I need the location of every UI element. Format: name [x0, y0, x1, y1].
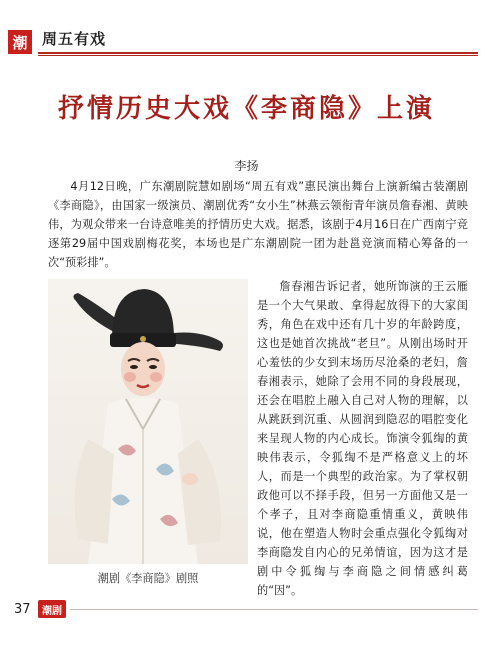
- article-title: 抒情历史大戏《李商隐》上演: [57, 94, 435, 124]
- header-divider-thin: [38, 55, 478, 56]
- article-paragraph-2: 詹春湘告诉记者，她所饰演的王云雁是一个大气果敢、拿得起放得下的大家闺秀，角色在戏中还有几十岁的年龄跨度，这也是她首次挑战“老旦”。从刚出场时开心羞怯的少女到末场历尽沧桑的老妇，詹春湘表示，她除了会用不同的身段展现，还会在唱腔上融入自己对人物的理解，以从跳跃到沉重、从圆润到隐忍的唱腔变化来呈现人物的内心成长。饰演令狐绹的黄映伟表示，令狐绹不是严格意义上的坏人，而是一个典型的政治家。为了掌权朝政他可以不择手段，但另一方面他又是一个孝子，且对李商隐重情重义，黄映伟说，他在塑造人物时会重点强化令狐绹对李商隐发自内心的兄弟情谊，因为这才是剧中令狐绹与李商隐之间情感纠葛的“因”。: [257, 280, 468, 597]
- magazine-logo: 潮: [8, 30, 32, 54]
- opera-photo: [48, 279, 248, 564]
- footer-logo: 潮剧: [38, 600, 66, 618]
- page-header: [0, 0, 493, 50]
- header-divider: [38, 52, 478, 54]
- article-author: 李扬: [234, 159, 259, 173]
- article-paragraph-1: 4月12日晚，广东潮剧院慧如剧场“周五有戏”惠民演出舞台上演新编古装潮剧《李商隐》，由国家一级演员、潮剧优秀“女小生”林燕云领衔青年演员詹春湘、黄映伟，为观众带来一台诗意唯美的抒情历史大戏。据悉，该剧于4月16日在广西南宁竞逐第29届中国戏剧梅花奖，本场也是广东潮剧院一团为赴邕竞演而精心筹备的一次“预彩排”。: [48, 180, 468, 269]
- photo-caption: 潮剧《李商隐》剧照: [97, 572, 199, 585]
- opera-performer-image: [48, 279, 248, 564]
- footer-divider: [70, 609, 478, 610]
- section-name: 周五有戏: [42, 30, 107, 48]
- page-number: 37: [14, 602, 31, 617]
